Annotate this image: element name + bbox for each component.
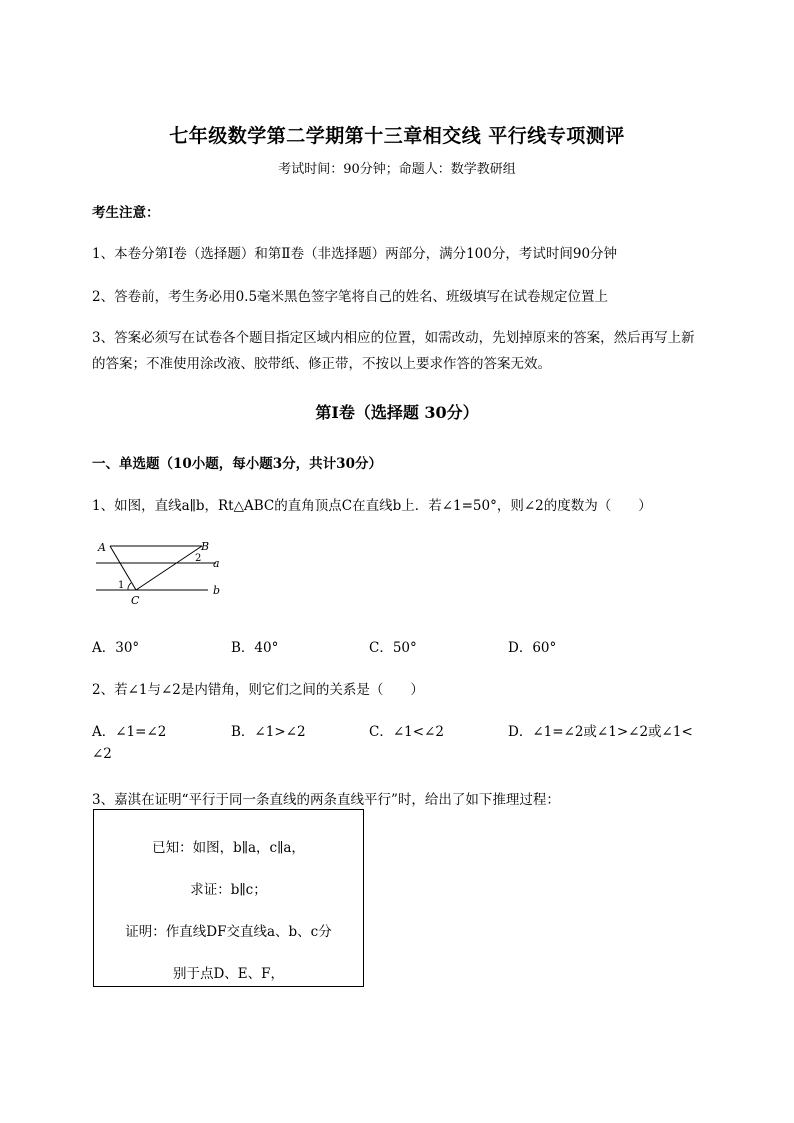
- exam-info: 考试时间：90分钟；命题人：数学教研组: [278, 162, 516, 177]
- proof-step-1: 证明：作直线DF交直线a、b、c分: [125, 924, 332, 940]
- proof-given: 已知：如图，b∥a，c∥a，: [152, 840, 305, 856]
- page-title: 七年级数学第二学期第十三章相交线 平行线专项测评: [169, 125, 625, 147]
- question-2-text: 2、若∠1与∠2是内错角，则它们之间的关系是（ ）: [92, 682, 424, 698]
- section-title: 第I卷（选择题 30分）: [315, 403, 479, 422]
- proof-to-prove: 求证：b∥c；: [190, 882, 267, 898]
- q1-option-a[interactable]: A．30°: [92, 640, 140, 656]
- q2-option-b[interactable]: B．∠1>∠2: [231, 724, 306, 740]
- notice-heading: 考生注意：: [92, 205, 160, 221]
- label-B: B: [201, 540, 210, 553]
- question-3-text: 3、嘉淇在证明“平行于同一条直线的两条直线平行”时，给出了如下推理过程：: [92, 792, 560, 808]
- q1-option-c[interactable]: C．50°: [369, 640, 417, 656]
- notice-item-3-line-1: 3、答案必须写在试卷各个题目指定区域内相应的位置，如需改动，先划掉原来的答案，然后再写上新: [92, 330, 695, 346]
- label-a: a: [213, 557, 220, 570]
- label-b: b: [213, 584, 221, 597]
- segment-BC: [136, 546, 202, 590]
- notice-item-1: 1、本卷分第I卷（选择题）和第Ⅱ卷（非选择题）两部分，满分100分，考试时间90分钟: [92, 246, 618, 262]
- proof-step-1-cont: 别于点D、E、F，: [172, 966, 285, 982]
- question-1-figure: [90, 536, 240, 608]
- proof-box: [93, 809, 364, 987]
- notice-item-2: 2、答卷前，考生务必用0.5毫米黑色签字笔将自己的姓名、班级填写在试卷规定位置上: [92, 289, 609, 305]
- q2-option-d-wrap: ∠2: [92, 746, 112, 762]
- label-2: 2: [195, 553, 202, 564]
- q1-option-b[interactable]: B．40°: [231, 640, 279, 656]
- angle-1-arc: [128, 583, 131, 590]
- part-heading: 一、单选题（10小题，每小题3分，共计30分）: [92, 456, 382, 472]
- label-1: 1: [118, 580, 125, 591]
- q2-option-d[interactable]: D．∠1=∠2或∠1>∠2或∠1<: [508, 724, 693, 740]
- question-1-text: 1、如图，直线a∥b，Rt△ABC的直角顶点C在直线b上．若∠1=50°，则∠2的度数为（ ）: [92, 498, 652, 514]
- q2-option-a[interactable]: A．∠1=∠2: [92, 724, 167, 740]
- q1-option-d[interactable]: D．60°: [508, 640, 557, 656]
- notice-item-3-line-2: 的答案；不准使用涂改液、胶带纸、修正带，不按以上要求作答的答案无效。: [92, 356, 551, 372]
- label-C: C: [131, 594, 140, 607]
- q2-option-c[interactable]: C．∠1<∠2: [369, 724, 444, 740]
- label-A: A: [98, 541, 106, 554]
